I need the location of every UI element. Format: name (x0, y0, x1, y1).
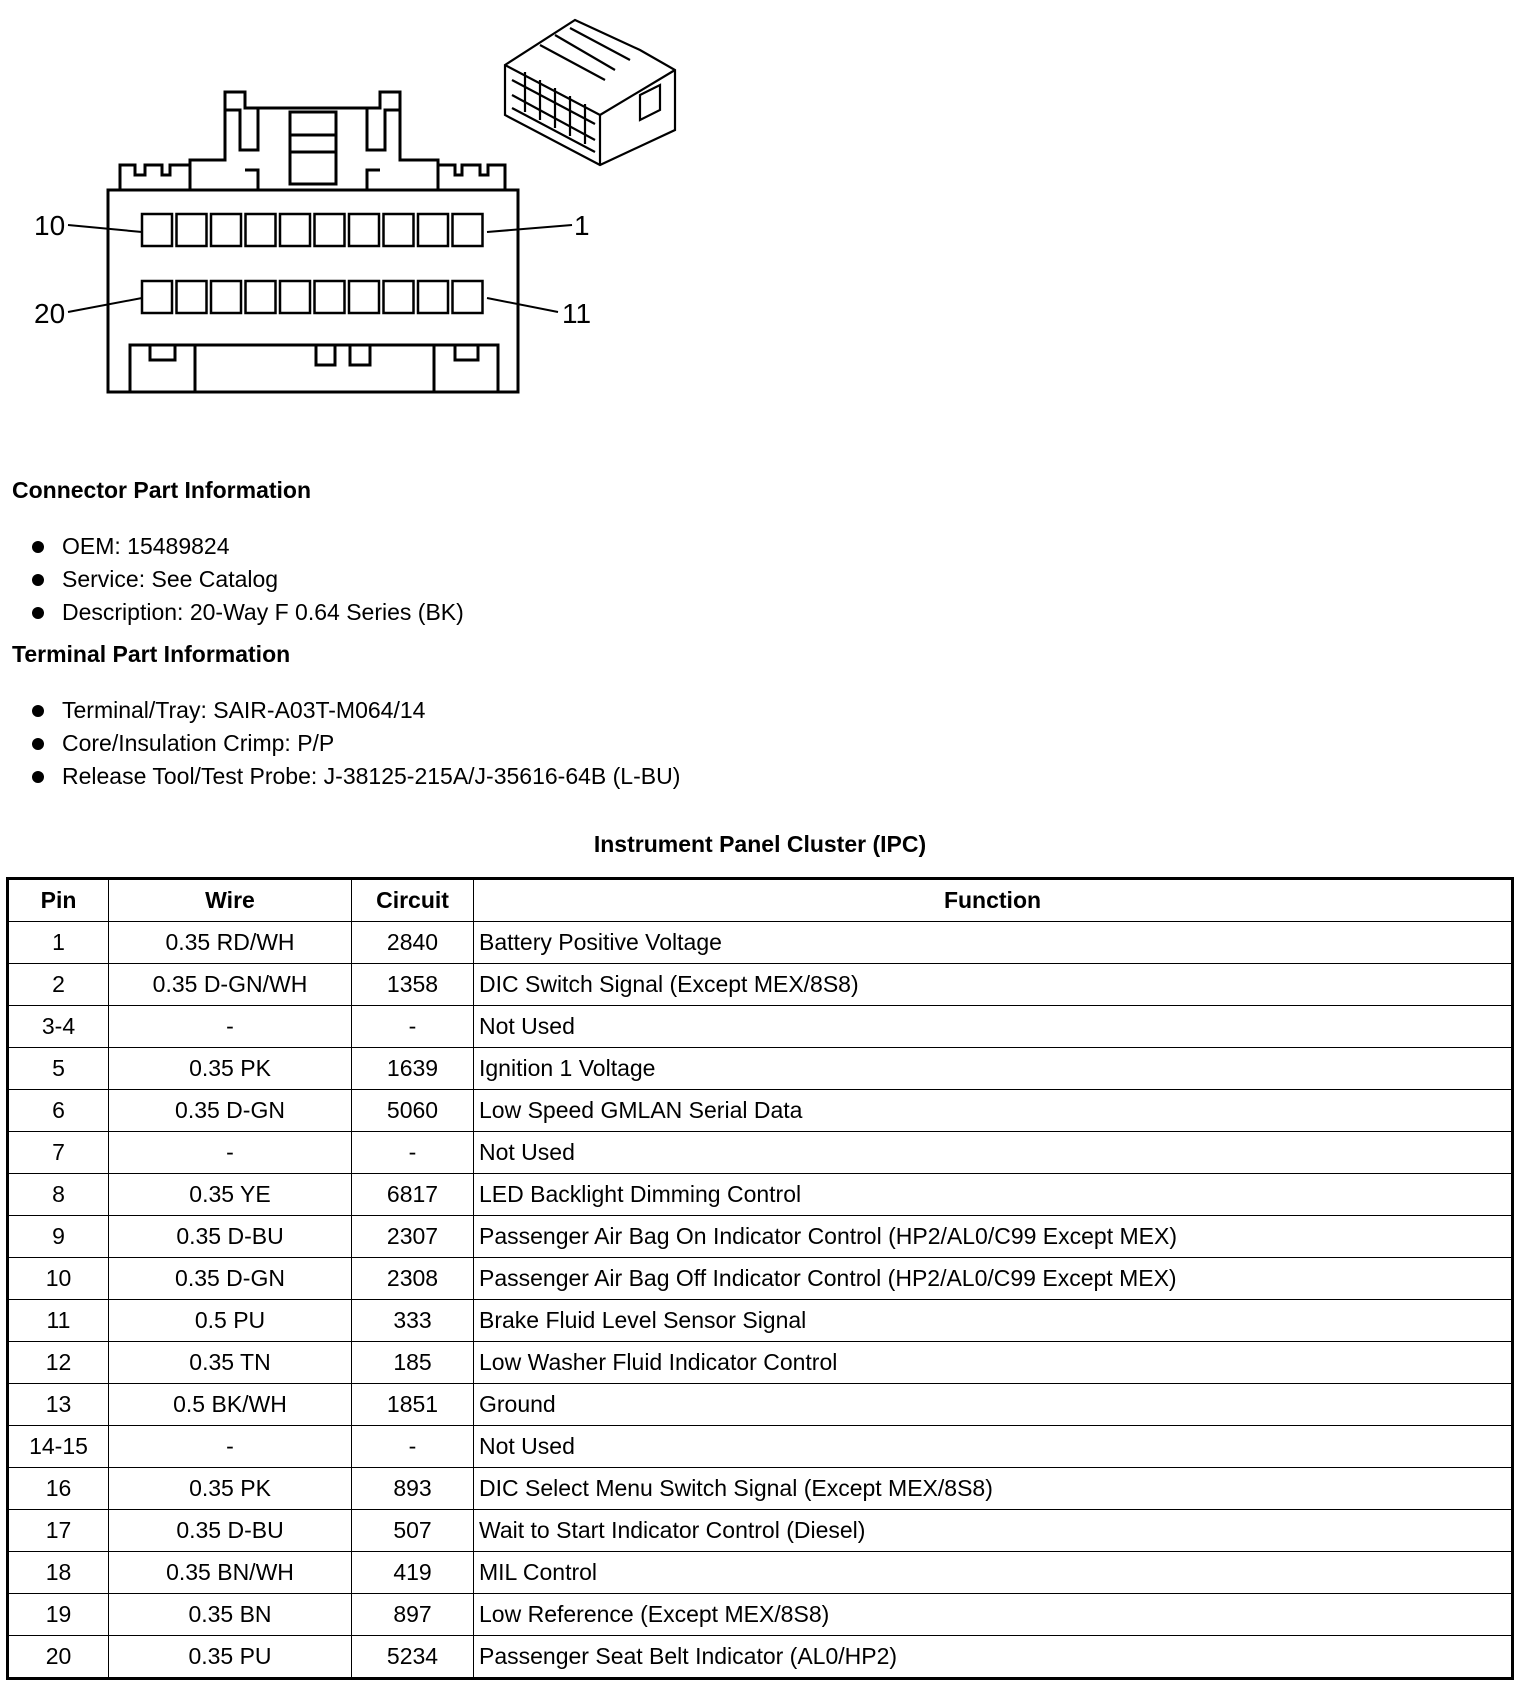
cell-pin: 1 (8, 922, 109, 964)
cell-circuit: 2840 (352, 922, 474, 964)
cell-function: Passenger Air Bag On Indicator Control (HP2/AL0/C99 Except MEX) (474, 1216, 1513, 1258)
table-row (8, 1132, 1513, 1174)
cell-wire: 0.35 BN (109, 1594, 352, 1636)
cell-circuit: 1358 (352, 964, 474, 1006)
bullet-icon (32, 574, 44, 586)
header-pin: Pin (8, 879, 109, 922)
list-item: OEM: 15489824 (28, 530, 464, 563)
table-row (8, 1090, 1513, 1132)
cell-function: Passenger Air Bag Off Indicator Control (HP2/AL0/C99 Except MEX) (474, 1258, 1513, 1300)
header-wire: Wire (109, 879, 352, 922)
cell-circuit: 2308 (352, 1258, 474, 1300)
pin-cavity (418, 214, 448, 246)
cell-wire: 0.35 PK (109, 1048, 352, 1090)
table-row (8, 1048, 1513, 1090)
cell-function: Not Used (474, 1006, 1513, 1048)
cell-function: DIC Switch Signal (Except MEX/8S8) (474, 964, 1513, 1006)
pin-cavity (280, 281, 310, 313)
table-row (8, 1510, 1513, 1552)
table-title: Instrument Panel Cluster (IPC) (593, 831, 927, 857)
pin-cavity (453, 281, 483, 313)
table-row (8, 1258, 1513, 1300)
cell-circuit: 2307 (352, 1216, 474, 1258)
cell-wire: 0.5 BK/WH (109, 1384, 352, 1426)
cell-circuit: 507 (352, 1510, 474, 1552)
list-item: Core/Insulation Crimp: P/P (28, 727, 680, 760)
list-item: Terminal/Tray: SAIR-A03T-M064/14 (28, 694, 680, 727)
cell-pin: 3-4 (8, 1006, 109, 1048)
cell-function: LED Backlight Dimming Control (474, 1174, 1513, 1216)
list-item: Description: 20-Way F 0.64 Series (BK) (28, 596, 464, 629)
pin-label-10: 10 (34, 210, 66, 241)
cell-wire: 0.35 PK (109, 1468, 352, 1510)
pinout-table (6, 877, 1514, 1680)
pin-cavity (280, 214, 310, 246)
cell-pin: 12 (8, 1342, 109, 1384)
table-row (8, 1552, 1513, 1594)
cell-pin: 6 (8, 1090, 109, 1132)
connector-3d-illustration (505, 20, 675, 165)
table-row (8, 1300, 1513, 1342)
pin-cavity (142, 281, 172, 313)
cell-circuit: 6817 (352, 1174, 474, 1216)
cell-circuit: 185 (352, 1342, 474, 1384)
table-row (8, 1426, 1513, 1468)
bullet-icon (32, 738, 44, 750)
table-row (8, 1594, 1513, 1636)
cell-pin: 17 (8, 1510, 109, 1552)
cell-wire: 0.35 TN (109, 1342, 352, 1384)
pin-cavity (142, 214, 172, 246)
table-row (8, 1636, 1513, 1679)
cell-wire: - (109, 1426, 352, 1468)
pin-label-1: 1 (574, 210, 590, 241)
pin-cavity (211, 281, 241, 313)
cell-wire: - (109, 1132, 352, 1174)
cell-pin: 10 (8, 1258, 109, 1300)
cell-wire: 0.35 D-BU (109, 1216, 352, 1258)
connector-part-list (28, 530, 464, 629)
cell-wire: - (109, 1006, 352, 1048)
cell-circuit: - (352, 1132, 474, 1174)
pin-cavity (246, 281, 276, 313)
cell-function: Low Speed GMLAN Serial Data (474, 1090, 1513, 1132)
pin-label-11: 11 (562, 298, 592, 329)
table-row (8, 922, 1513, 964)
cell-function: Not Used (474, 1426, 1513, 1468)
pin-cavity (349, 214, 379, 246)
list-item: Release Tool/Test Probe: J-38125-215A/J-35616-64B (L-BU) (28, 760, 680, 793)
bullet-icon (32, 771, 44, 783)
cell-function: Battery Positive Voltage (474, 922, 1513, 964)
bullet-icon (32, 541, 44, 553)
cell-wire: 0.35 D-BU (109, 1510, 352, 1552)
cell-pin: 5 (8, 1048, 109, 1090)
table-row (8, 1384, 1513, 1426)
cell-circuit: - (352, 1006, 474, 1048)
cell-wire: 0.5 PU (109, 1300, 352, 1342)
header-circuit: Circuit (352, 879, 474, 922)
cell-function: Brake Fluid Level Sensor Signal (474, 1300, 1513, 1342)
pin-cavity (349, 281, 379, 313)
bullet-icon (32, 705, 44, 717)
cell-circuit: 1851 (352, 1384, 474, 1426)
cell-pin: 19 (8, 1594, 109, 1636)
cell-function: Low Washer Fluid Indicator Control (474, 1342, 1513, 1384)
cell-wire: 0.35 D-GN (109, 1090, 352, 1132)
cell-pin: 11 (8, 1300, 109, 1342)
table-row (8, 1216, 1513, 1258)
cell-circuit: 1639 (352, 1048, 474, 1090)
cell-pin: 20 (8, 1636, 109, 1679)
cell-circuit: 419 (352, 1552, 474, 1594)
cell-pin: 9 (8, 1216, 109, 1258)
pin-label-20: 20 (34, 298, 66, 329)
cell-circuit: 897 (352, 1594, 474, 1636)
pin-cavity (418, 281, 448, 313)
table-row (8, 1174, 1513, 1216)
cell-pin: 7 (8, 1132, 109, 1174)
cell-circuit: 333 (352, 1300, 474, 1342)
cell-circuit: 5234 (352, 1636, 474, 1679)
pin-cavity (211, 214, 241, 246)
cell-pin: 14-15 (8, 1426, 109, 1468)
pin-cavity (177, 214, 207, 246)
list-item: Service: See Catalog (28, 563, 464, 596)
cell-pin: 8 (8, 1174, 109, 1216)
cell-function: DIC Select Menu Switch Signal (Except MEX/8S8) (474, 1468, 1513, 1510)
connector-part-heading: Connector Part Information (12, 477, 312, 503)
cell-function: Wait to Start Indicator Control (Diesel) (474, 1510, 1513, 1552)
pin-cavity (177, 281, 207, 313)
pin-cavity (315, 281, 345, 313)
pin-cavity (315, 214, 345, 246)
pin-cavity (384, 281, 414, 313)
cell-function: Low Reference (Except MEX/8S8) (474, 1594, 1513, 1636)
table-row (8, 1006, 1513, 1048)
bullet-icon (32, 607, 44, 619)
cell-pin: 18 (8, 1552, 109, 1594)
connector-diagram (0, 0, 720, 420)
cell-wire: 0.35 D-GN (109, 1258, 352, 1300)
pin-cavity (453, 214, 483, 246)
pin-cavity (384, 214, 414, 246)
cell-circuit: 893 (352, 1468, 474, 1510)
cell-circuit: 5060 (352, 1090, 474, 1132)
table-row (8, 1468, 1513, 1510)
table-header-row (8, 879, 1513, 922)
cell-pin: 16 (8, 1468, 109, 1510)
cell-function: MIL Control (474, 1552, 1513, 1594)
cell-wire: 0.35 PU (109, 1636, 352, 1679)
terminal-part-heading: Terminal Part Information (12, 641, 291, 667)
header-function: Function (474, 879, 1513, 922)
cell-function: Ground (474, 1384, 1513, 1426)
cell-function: Passenger Seat Belt Indicator (AL0/HP2) (474, 1636, 1513, 1679)
terminal-part-list (28, 694, 680, 793)
cell-wire: 0.35 RD/WH (109, 922, 352, 964)
cell-circuit: - (352, 1426, 474, 1468)
cell-wire: 0.35 BN/WH (109, 1552, 352, 1594)
cell-pin: 2 (8, 964, 109, 1006)
cell-wire: 0.35 YE (109, 1174, 352, 1216)
cell-function: Ignition 1 Voltage (474, 1048, 1513, 1090)
cell-pin: 13 (8, 1384, 109, 1426)
cell-function: Not Used (474, 1132, 1513, 1174)
table-row (8, 1342, 1513, 1384)
table-row (8, 964, 1513, 1006)
cell-wire: 0.35 D-GN/WH (109, 964, 352, 1006)
pin-cavity (246, 214, 276, 246)
